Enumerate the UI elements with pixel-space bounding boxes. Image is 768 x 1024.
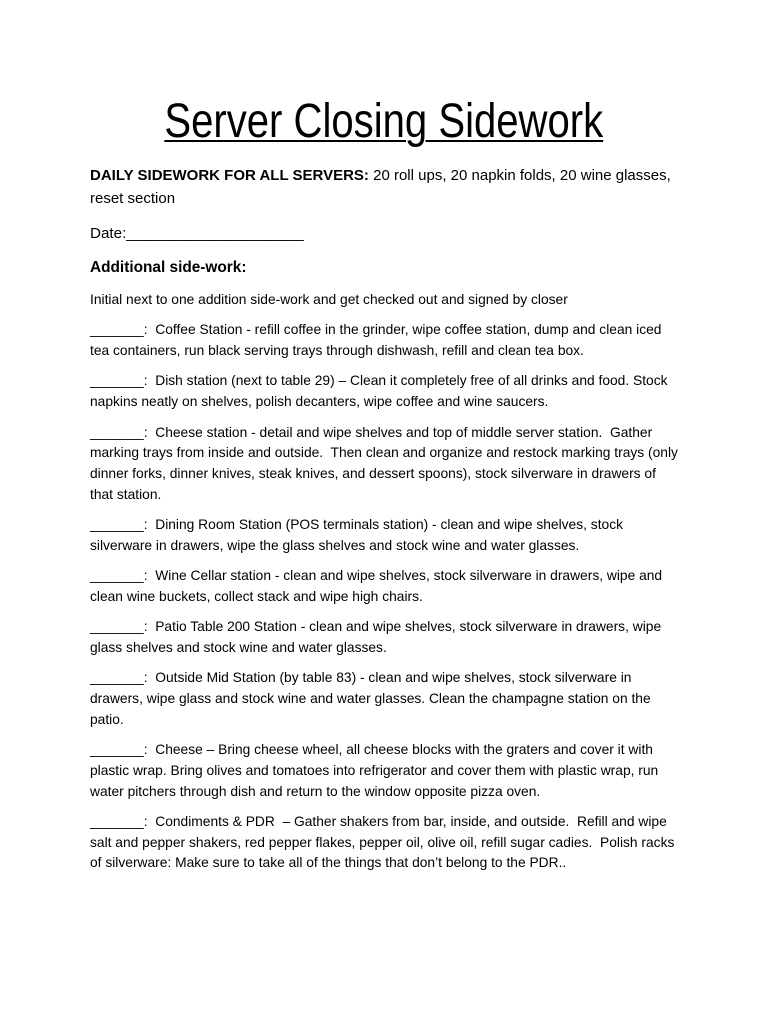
date-field: Date:_____________________ [90, 225, 304, 242]
sidework-item-outside-mid-station [90, 668, 696, 730]
sidework-item-dish-station [90, 371, 696, 412]
sidework-item-coffee-station [90, 320, 696, 361]
sidework-item-patio-table-station [90, 617, 696, 658]
document-body [90, 164, 696, 874]
daily-sidework-text: 20 roll ups, 20 napkin folds, 20 wine glasses, reset section [90, 167, 671, 207]
task-description: Condiments & PDR – Gather shakers from bar, inside, and outside. Refill and wipe salt and pepper shakers, red pepper flakes, pepper oil, olive oil, refill sugar cadies. Polish racks of silverware: Make sure to take all of the things that don’t belong to the PDR.. [90, 813, 675, 871]
task-description: Wine Cellar station - clean and wipe shelves, stock silverware in drawers, wipe and clean wine buckets, collect stack and wipe high chairs. [90, 568, 663, 604]
daily-sidework-label: DAILY SIDEWORK FOR ALL SERVERS: [90, 167, 369, 184]
page-title [0, 95, 768, 148]
sidework-item-dining-room-station [90, 515, 696, 556]
task-description: Cheese station - detail and wipe shelves and top of middle server station. Gather marking trays from inside and outside. Then clean and organize and restock marking trays (only dinner forks, dinner knives, steak knives, and dessert spoons), stock silverware in drawers of that station. [90, 424, 678, 502]
initials-blank: _______: [90, 742, 148, 758]
sidework-item-cheese-station [90, 423, 696, 506]
page-title-text: Server Closing Sidework [164, 95, 604, 148]
daily-sidework [90, 164, 696, 210]
sidework-item-condiments-pdr [90, 812, 696, 874]
initials-blank: _______: [90, 424, 148, 440]
task-description: Cheese – Bring cheese wheel, all cheese blocks with the graters and cover it with plastic wrap. Bring olives and tomatoes into refrigerator and cover them with plastic wrap, run water pitchers through dish and return to the window opposite pizza oven. [90, 742, 659, 799]
additional-sidework-heading: Additional side-work: [90, 259, 247, 276]
task-description: Coffee Station - refill coffee in the grinder, wipe coffee station, dump and clean iced tea containers, run black serving trays through dishwash, refill and clean tea box. [90, 322, 662, 359]
task-description: Patio Table 200 Station - clean and wipe shelves, stock silverware in drawers, wipe glass shelves and stock wine and water glasses. [90, 619, 662, 655]
task-description: Dish station (next to table 29) – Clean it completely free of all drinks and food. Stock napkins neatly on shelves, polish decanters, wipe coffee and wine saucers. [90, 373, 668, 410]
sidework-item-wine-cellar-station [90, 566, 696, 607]
initials-blank: _______: [90, 813, 148, 829]
initials-blank: _______: [90, 373, 148, 389]
initials-blank: _______: [90, 568, 148, 584]
initials-blank: _______: [90, 670, 148, 686]
task-description: Dining Room Station (POS terminals station) - clean and wipe shelves, stock silverware in drawers, wipe the glass shelves and stock wine and water glasses. [90, 517, 624, 553]
sidework-item-cheese [90, 740, 696, 802]
initials-blank: _______: [90, 619, 148, 635]
initials-blank: _______: [90, 517, 148, 533]
task-description: Outside Mid Station (by table 83) - clean and wipe shelves, stock silverware in drawers, wipe glass and stock wine and water glasses. Clean the champagne station on the patio. [90, 670, 651, 727]
initials-blank: _______: [90, 322, 148, 338]
instructions-text: Initial next to one addition side-work and get checked out and signed by closer [90, 292, 568, 307]
